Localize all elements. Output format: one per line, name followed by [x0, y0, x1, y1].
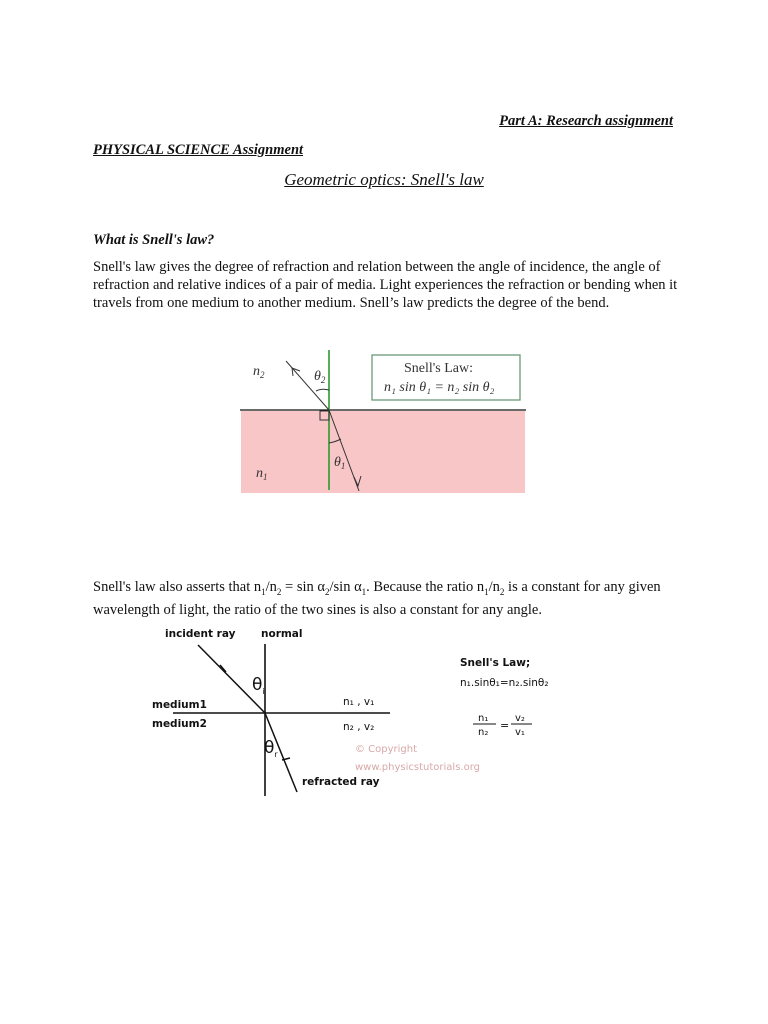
law-title-2: Snell's Law; [460, 657, 531, 669]
section-heading: What is Snell's law? [93, 232, 215, 248]
copyright-watermark: © Copyright [355, 744, 418, 755]
n1-label: $n_1$ [256, 466, 268, 482]
paragraph-2: Snell's law also asserts that $n_1/n_2 = \sin \alpha_2/\sin$ $\alpha_1$. Because the ratio $n_1/n_2$ is a constant for any given wavelength of light, the ratio of the two sines is also a constant for any angle. [93, 579, 661, 619]
theta-2-arc [316, 389, 329, 391]
refracted-ray-label: refracted ray [302, 776, 380, 788]
n2-label: $n_2$ [253, 364, 265, 380]
snells-law-diagram-1 [238, 345, 530, 497]
theta-1-label: $\theta_1$ [334, 455, 346, 471]
theta-r-label: $\theta_r$ [264, 738, 278, 759]
normal-label: normal [261, 628, 303, 640]
theta-i-label: $\theta_i$ [252, 675, 265, 696]
snells-law-box-title: Snell's Law: [404, 361, 474, 376]
fraction-v2: v₂ [515, 713, 525, 724]
law-formula-2: n₁.sinθ₁=n₂.sinθ₂ [460, 677, 549, 689]
snells-law-diagram-2 [140, 620, 600, 805]
snells-law-box-formula: n₁ sin θ₁ = n₂ sin θ₂ [384, 380, 495, 395]
fraction-n1: n₁ [478, 713, 489, 724]
n1-v1-label: n₁ , v₁ [343, 696, 375, 708]
medium1-label: medium1 [152, 699, 207, 711]
medium2-label: medium2 [152, 718, 207, 730]
paragraph-1: Snell's law gives the degree of refraction and relation between the angle of incidence, the angle of refraction and relative indices of a pair of media. Light experiences the refraction or bending when it travels from one medium to another medium. Snell’s law predicts the degree of the bend. [93, 259, 678, 312]
page-title: Geometric optics: Snell's law [284, 170, 484, 189]
website-watermark: www.physicstutorials.org [355, 762, 480, 773]
fraction-n2: n₂ [478, 727, 489, 738]
assignment-label: PHYSICAL SCIENCE Assignment [93, 142, 304, 158]
n2-v2-label: n₂ , v₂ [343, 721, 375, 733]
theta-2-label: $\theta_2$ [314, 369, 326, 385]
fraction-equals: = [500, 719, 510, 732]
incident-ray-label: incident ray [165, 628, 236, 640]
medium-1-region [241, 411, 525, 493]
fraction-v1: v₁ [515, 727, 525, 738]
part-label: Part A: Research assignment [499, 113, 673, 129]
